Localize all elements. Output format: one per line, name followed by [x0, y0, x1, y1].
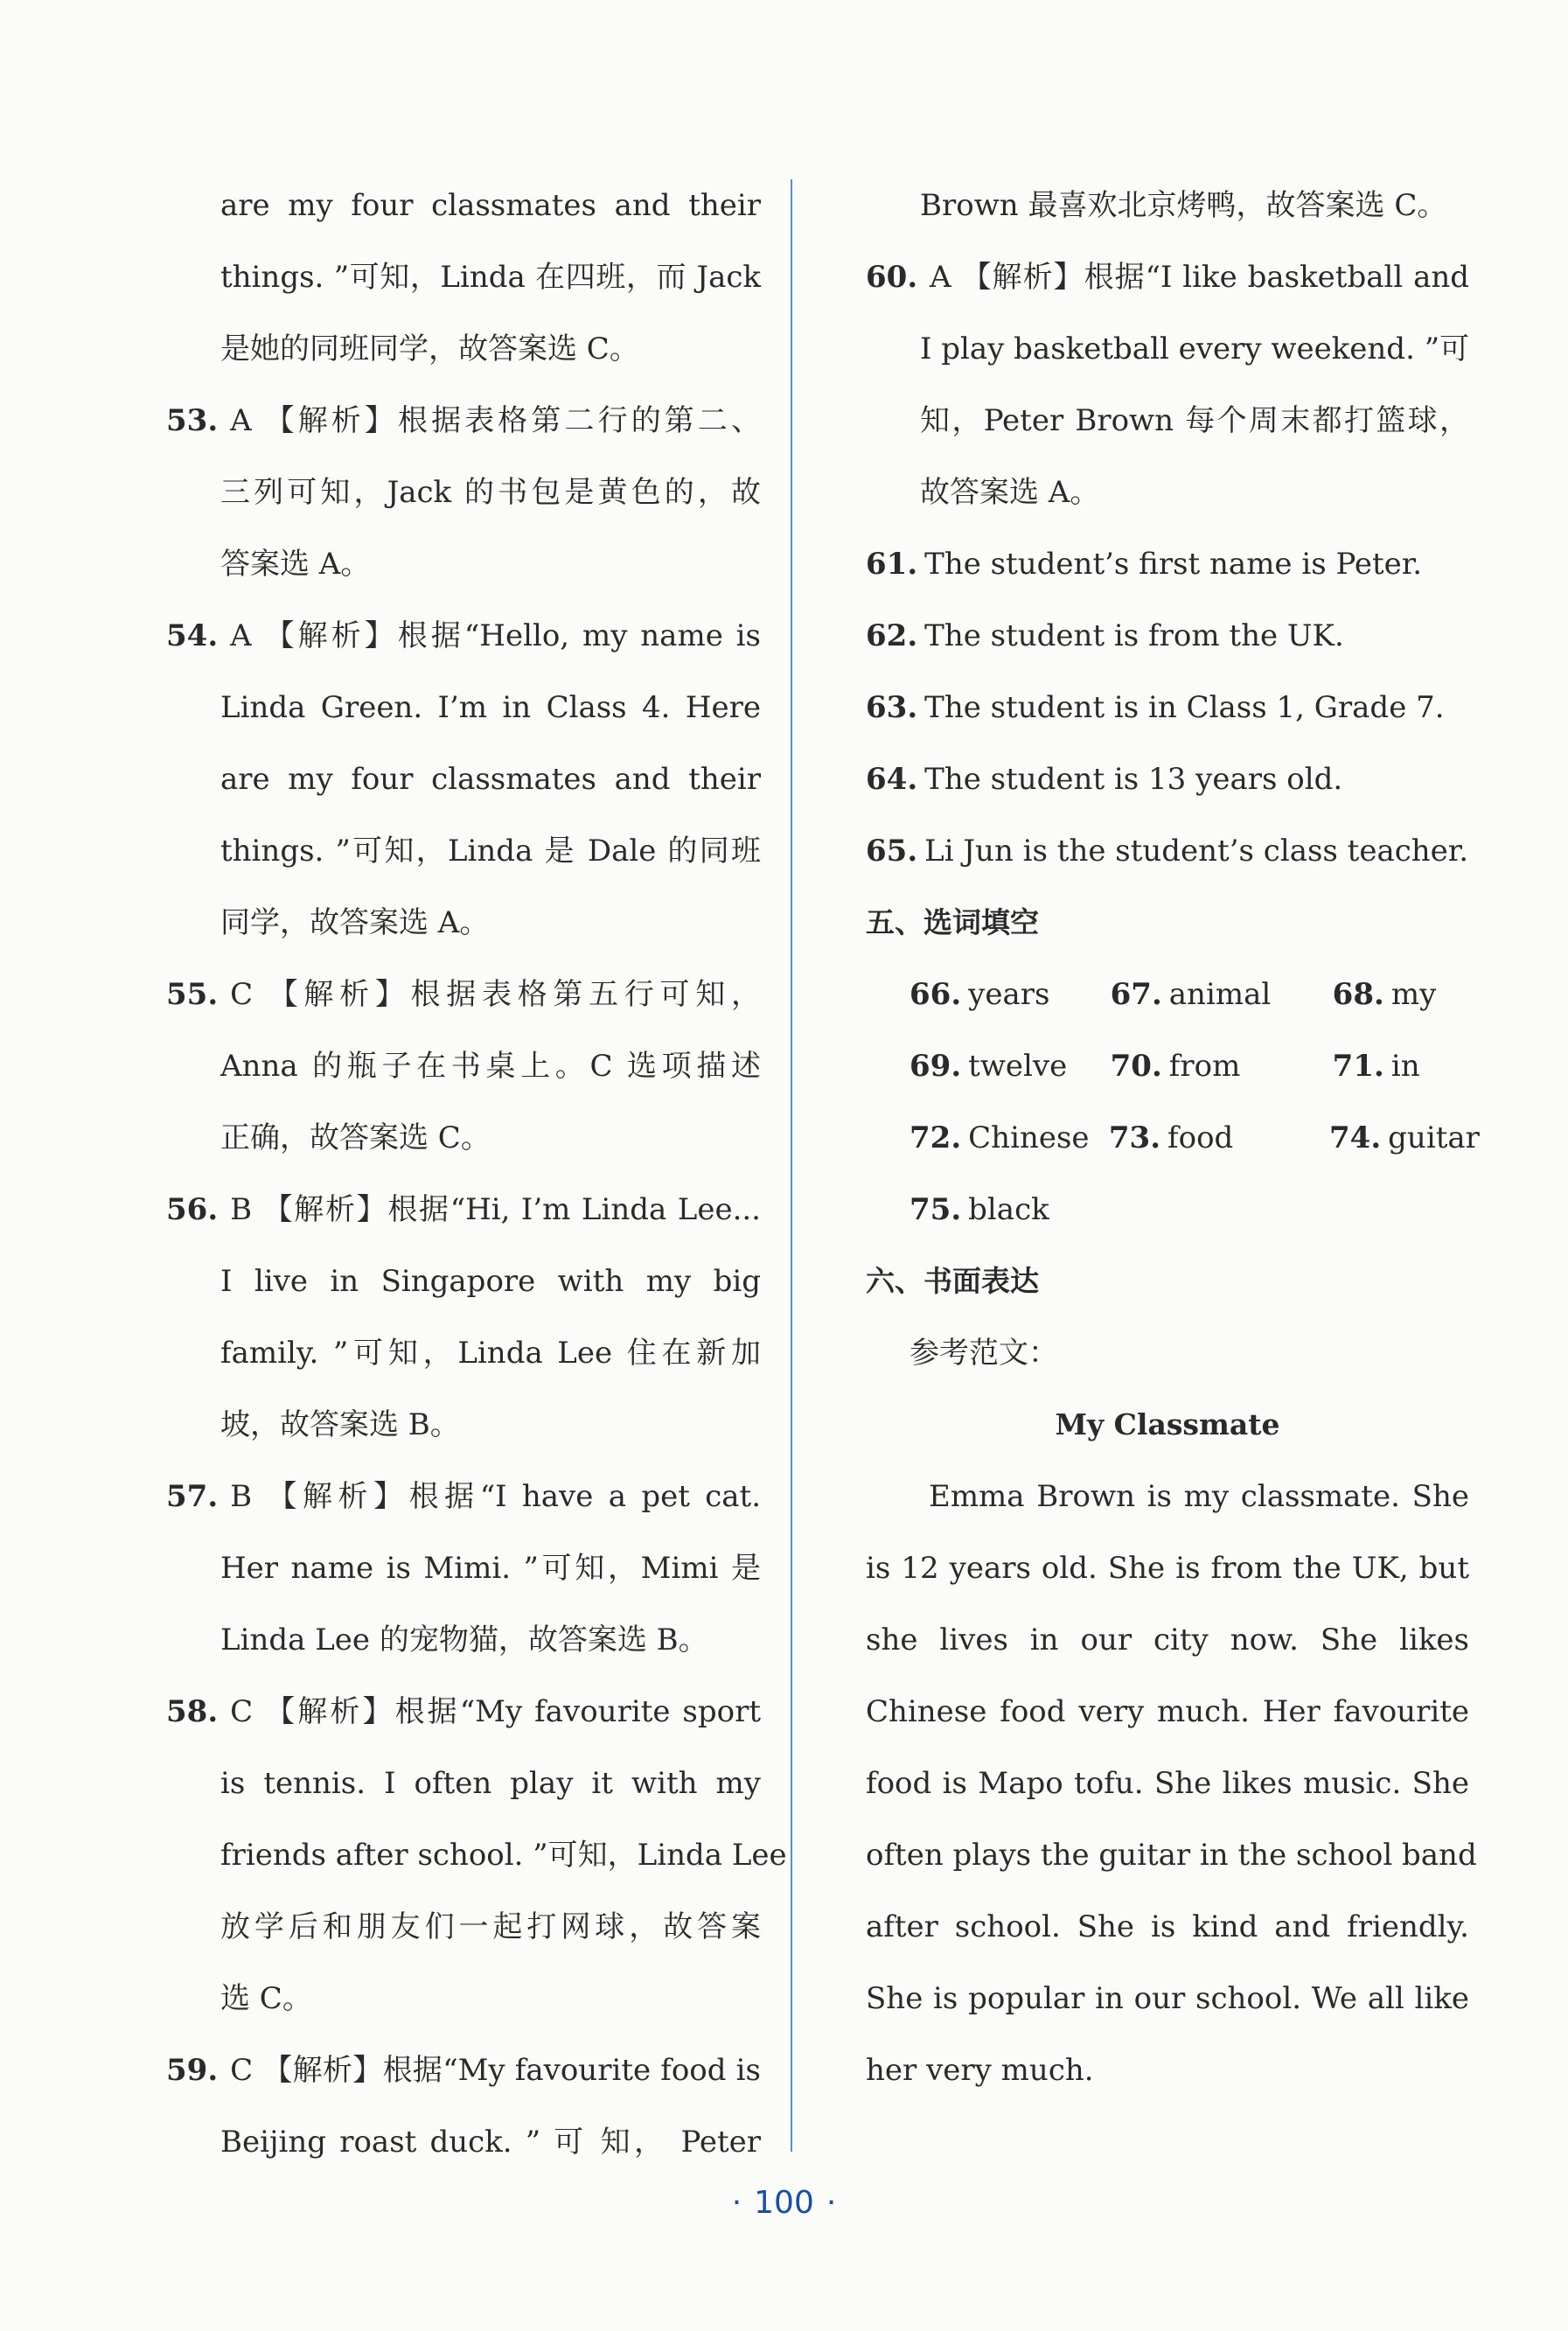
answer-text: friends after school. ”可知，Linda Lee	[220, 1838, 787, 1873]
fill-in-row	[866, 1174, 1469, 1246]
question-number: 55.	[166, 977, 219, 1012]
answer-line	[866, 743, 1469, 815]
text-line	[166, 1246, 761, 1317]
answer-text: I play basketball every weekend. ”可	[920, 332, 1470, 366]
fill-in-row	[866, 1102, 1480, 1174]
fill-in-answer	[1111, 959, 1333, 1030]
text-line	[166, 2106, 761, 2178]
right-column	[866, 170, 1480, 2106]
text-line	[866, 385, 1469, 457]
question-number: 73.	[1108, 1120, 1161, 1155]
answer-text: 选 C。	[220, 1981, 312, 2016]
essay-body	[866, 1461, 1477, 2106]
page-dot-right: ·	[826, 2185, 837, 2221]
question-number: 64.	[866, 762, 918, 797]
question-number: 66.	[909, 977, 962, 1012]
page-number-value: 100	[754, 2185, 814, 2221]
text-line	[166, 313, 761, 385]
answer-word: food	[1167, 1120, 1234, 1155]
text-line	[166, 1748, 761, 1819]
sample-label: 参考范文：	[909, 1336, 1058, 1371]
question-number: 59.	[166, 2053, 219, 2088]
answer-word: from	[1168, 1049, 1241, 1084]
answer-word: black	[968, 1192, 1049, 1227]
answer-text: 正确，故答案选 C。	[220, 1120, 491, 1155]
text-line	[166, 600, 761, 672]
essay-line: is 12 years old. She is from the UK, but	[866, 1551, 1469, 1586]
answer-word: years	[968, 977, 1050, 1012]
answer-text: C 【解析】根据“My favourite food is	[230, 2053, 761, 2088]
text-line	[166, 815, 761, 887]
answer-text: Brown 最喜欢北京烤鸭，故答案选 C。	[920, 188, 1447, 223]
text-line	[166, 1891, 761, 1963]
answer-line	[866, 528, 1469, 600]
text-line	[166, 887, 761, 959]
question-number: 67.	[1110, 977, 1162, 1012]
fill-in-answer	[1333, 959, 1469, 1030]
question-number: 63.	[866, 690, 918, 725]
question-number: 69.	[909, 1049, 962, 1084]
answer-text: family. ”可知，Linda Lee 住在新加	[220, 1336, 761, 1371]
answer-text: are my four classmates and their	[220, 762, 761, 797]
answer-text: Li Jun is the student’s class teacher.	[924, 834, 1469, 869]
essay-line: often plays the guitar in the school band	[866, 1838, 1477, 1873]
text-line	[166, 959, 761, 1030]
text-line	[166, 528, 761, 600]
text-line	[166, 2034, 761, 2106]
answer-text: C 【解析】根据表格第五行可知，	[230, 977, 761, 1012]
answer-text: things. ”可知，Linda 是 Dale 的同班	[220, 834, 761, 869]
text-line	[166, 1604, 761, 1676]
text-line	[166, 1102, 761, 1174]
question-number: 62.	[866, 618, 918, 653]
question-number: 75.	[909, 1192, 962, 1227]
text-line	[166, 1532, 761, 1604]
answer-text: 知，Peter Brown 每个周末都打篮球，	[920, 403, 1469, 438]
fill-in-answer	[866, 1102, 1109, 1174]
answer-text: Her name is Mimi. ”可知，Mimi 是	[220, 1551, 761, 1586]
answer-text: 放学后和朋友们一起打网球，故答案	[220, 1909, 761, 1944]
question-number: 74.	[1329, 1120, 1382, 1155]
answer-line	[866, 672, 1469, 743]
text-line	[166, 672, 761, 743]
text-line	[166, 1963, 761, 2034]
section-6-heading: 六、书面表达	[866, 1264, 1039, 1298]
question-number: 53.	[166, 403, 219, 438]
text-line	[166, 1819, 787, 1891]
answer-text: Beijing roast duck. ” 可 知， Peter	[220, 2125, 761, 2160]
fill-in-answer	[866, 959, 1111, 1030]
essay-line: She is popular in our school. We all like	[866, 1981, 1469, 2016]
question-number: 68.	[1332, 977, 1384, 1012]
text-line	[166, 170, 761, 241]
fill-in-row	[866, 1030, 1469, 1102]
question-number: 54.	[166, 618, 219, 653]
answer-text: The student is in Class 1, Grade 7.	[924, 690, 1445, 725]
answers-59-60-continued	[866, 170, 1469, 528]
answer-text: A 【解析】根据“I like basketball and	[930, 260, 1469, 295]
question-number: 56.	[166, 1192, 219, 1227]
answer-text: The student’s first name is Peter.	[924, 547, 1423, 582]
question-number: 65.	[866, 834, 918, 869]
question-number: 58.	[166, 1694, 219, 1729]
answer-text: 是她的同班同学，故答案选 C。	[220, 332, 639, 366]
text-line	[166, 241, 761, 313]
text-line	[866, 313, 1469, 385]
answer-text: is tennis. I often play it with my	[220, 1766, 761, 1801]
answer-text: things. ”可知，Linda 在四班，而 Jack	[220, 260, 761, 295]
answer-word: guitar	[1388, 1120, 1480, 1155]
fill-in-row	[866, 959, 1469, 1030]
fill-in-answer	[866, 1030, 1111, 1102]
essay-line: after school. She is kind and friendly.	[866, 1909, 1469, 1944]
question-number: 61.	[866, 547, 918, 582]
answer-text: are my four classmates and their	[220, 188, 761, 223]
answer-word: in	[1390, 1049, 1420, 1084]
text-line	[166, 1317, 761, 1389]
question-number: 70.	[1110, 1049, 1162, 1084]
text-line	[166, 385, 761, 457]
fill-in-answer	[1329, 1102, 1480, 1174]
text-line	[166, 1389, 761, 1461]
text-line	[166, 457, 761, 528]
text-line	[166, 1461, 761, 1532]
essay-line: food is Mapo tofu. She likes music. She	[866, 1766, 1469, 1801]
essay-line: she lives in our city now. She likes	[866, 1623, 1469, 1658]
answer-word: animal	[1168, 977, 1272, 1012]
text-line	[866, 170, 1469, 241]
answer-text: Anna 的瓶子在书桌上。C 选项描述	[220, 1049, 761, 1084]
page-number	[0, 2185, 1568, 2221]
answer-text: The student is from the UK.	[924, 618, 1344, 653]
answer-text: 三列可知，Jack 的书包是黄色的，故	[220, 475, 761, 510]
answer-text: A 【解析】根据表格第二行的第二、	[230, 403, 761, 438]
question-number: 60.	[866, 260, 918, 295]
fill-in-answer	[1333, 1030, 1469, 1102]
text-line	[866, 457, 1469, 528]
fill-in-answers	[866, 959, 1480, 1246]
question-number: 57.	[166, 1479, 219, 1514]
answer-word: Chinese	[968, 1120, 1090, 1155]
column-divider	[791, 179, 792, 2152]
section-5-heading: 五、选词填空	[866, 905, 1039, 939]
answer-text: 同学，故答案选 A。	[220, 905, 490, 940]
essay-line: Chinese food very much. Her favourite	[866, 1694, 1469, 1729]
answer-line	[866, 600, 1469, 672]
page-dot-left: ·	[731, 2185, 742, 2221]
answers-61-65	[866, 528, 1469, 887]
fill-in-answer	[1109, 1102, 1329, 1174]
answer-text: The student is 13 years old.	[924, 762, 1343, 797]
answer-text: Linda Green. I’m in Class 4. Here	[220, 690, 761, 725]
text-line	[166, 1030, 761, 1102]
text-line	[166, 743, 761, 815]
essay-line: Emma Brown is my classmate. She	[929, 1479, 1469, 1514]
answer-word: twelve	[968, 1049, 1068, 1084]
answer-text: C 【解析】根据“My favourite sport	[230, 1694, 761, 1729]
fill-in-answer	[866, 1174, 1115, 1246]
answer-word: my	[1390, 977, 1437, 1012]
answer-line	[866, 815, 1469, 887]
text-line	[166, 1676, 761, 1748]
essay-title: My Classmate	[1055, 1407, 1280, 1441]
answer-text: Linda Lee 的宠物猫，故答案选 B。	[220, 1623, 708, 1658]
question-number: 71.	[1332, 1049, 1384, 1084]
answer-text: 坡，故答案选 B。	[220, 1407, 460, 1442]
text-line	[166, 1174, 761, 1246]
fill-in-answer	[1111, 1030, 1333, 1102]
question-number: 72.	[909, 1120, 962, 1155]
essay-line: her very much.	[866, 2053, 1094, 2088]
answer-text: B 【解析】根据“I have a pet cat.	[230, 1479, 761, 1514]
answer-text: 答案选 A。	[220, 547, 371, 582]
text-line	[866, 241, 1469, 313]
answer-text: I live in Singapore with my big	[220, 1264, 761, 1299]
answer-text: B 【解析】根据“Hi, I’m Linda Lee...	[230, 1192, 761, 1227]
answer-text: A 【解析】根据“Hello, my name is	[230, 618, 761, 653]
left-column	[166, 170, 787, 2178]
answer-text: 故答案选 A。	[920, 475, 1100, 510]
